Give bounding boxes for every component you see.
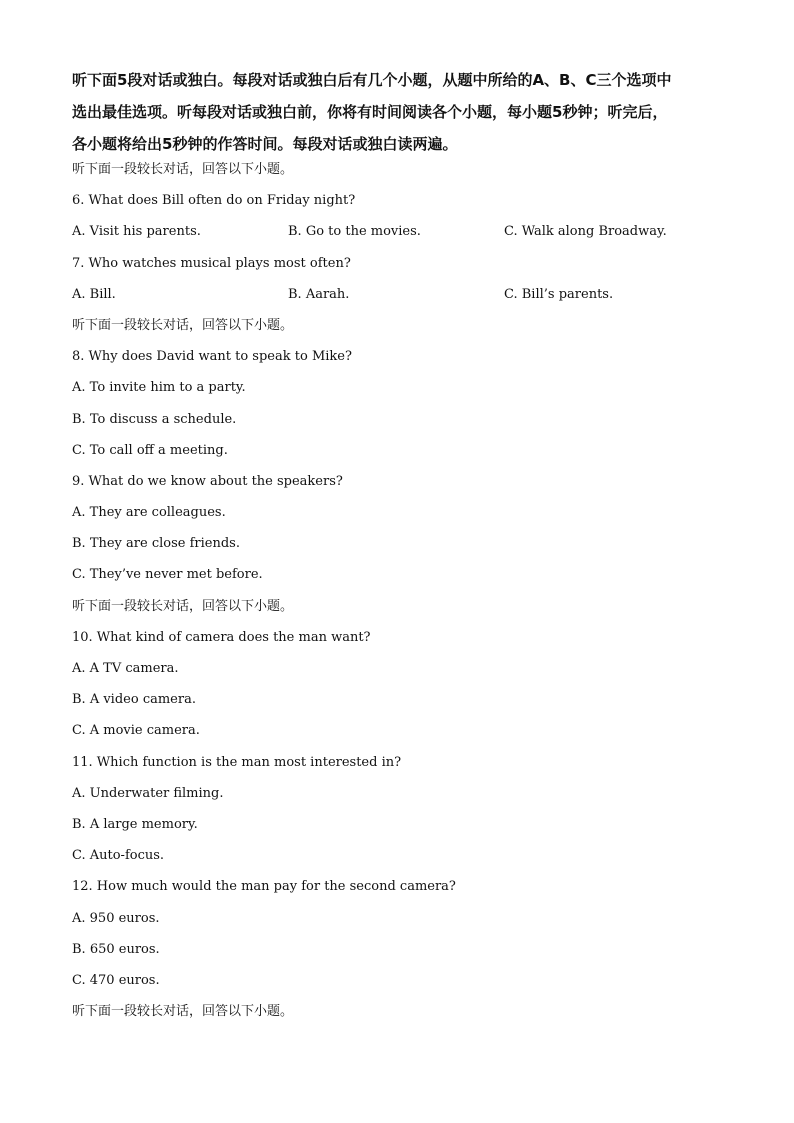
option-b: B. They are close friends.	[72, 536, 240, 552]
instructions-line: 选出最佳选项。听每段对话或独白前，你将有时间阅读各个小题，每小题5秒钟；听完后，	[72, 103, 668, 121]
option-b: B. 650 euros.	[72, 941, 160, 957]
option-c: C. Walk along Broadway.	[504, 224, 667, 240]
question-11: 11. Which function is the man most interested in?	[72, 754, 402, 770]
option-b: B. Aarah.	[288, 286, 350, 302]
option-a: A. To invite him to a party.	[72, 380, 246, 396]
question-8: 8. Why does David want to speak to Mike?	[72, 349, 352, 365]
section-prompt: 听下面一段较长对话，回答以下小题。	[72, 317, 294, 333]
section-prompt: 听下面一段较长对话，回答以下小题。	[72, 162, 294, 177]
option-a: A. Visit his parents.	[72, 224, 201, 240]
option-a: A. 950 euros.	[72, 910, 160, 926]
option-c: C. A movie camera.	[72, 723, 200, 739]
option-a: A. Bill.	[72, 286, 116, 302]
option-b: B. To discuss a schedule.	[72, 411, 237, 427]
option-a: A. They are colleagues.	[72, 505, 226, 521]
option-b: B. Go to the movies.	[288, 224, 421, 240]
option-c: C. To call off a meeting.	[72, 442, 228, 458]
option-c: C. Auto-focus.	[72, 848, 165, 864]
question-12: 12. How much would the man pay for the second camera?	[72, 879, 456, 895]
listening-instructions	[72, 64, 732, 160]
section-prompt: 听下面一段较长对话，回答以下小题。	[72, 1004, 294, 1020]
option-c: C. They’ve never met before.	[72, 567, 263, 583]
option-b: B. A video camera.	[72, 692, 196, 708]
question-7-options	[72, 279, 732, 310]
instructions-line: 各小题将给出5秒钟的作答时间。每段对话或独白读两遍。	[72, 135, 458, 153]
option-a: A. A TV camera.	[72, 661, 179, 676]
questions-body	[72, 154, 732, 1027]
section-prompt: 听下面一段较长对话，回答以下小题。	[72, 598, 294, 614]
question-9: 9. What do we know about the speakers?	[72, 473, 343, 489]
question-10: 10. What kind of camera does the man want?	[72, 629, 371, 645]
instructions-line: 听下面5段对话或独白。每段对话或独白后有几个小题，从题中所给的A、B、C三个选项中	[72, 71, 672, 89]
option-c: C. 470 euros.	[72, 972, 160, 988]
option-c: C. Bill’s parents.	[504, 286, 614, 302]
option-a: A. Underwater filming.	[72, 785, 224, 801]
question-6: 6. What does Bill often do on Friday night?	[72, 193, 356, 209]
question-7: 7. Who watches musical plays most often?	[72, 255, 351, 271]
question-6-options	[72, 216, 732, 247]
option-b: B. A large memory.	[72, 816, 198, 832]
